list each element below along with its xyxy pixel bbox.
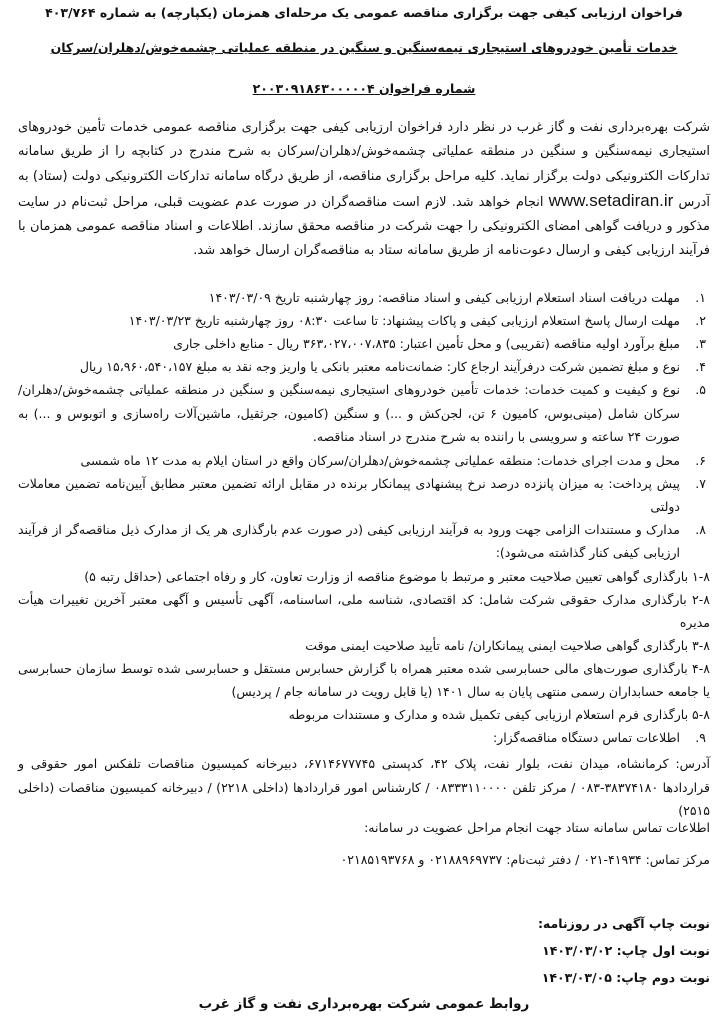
call-number: شماره فراخوان ۲۰۰۳۰۹۱۸۶۳۰۰۰۰۰۴	[252, 81, 476, 96]
sub-item: ۳-۸ بارگذاری گواهی صلاحیت ایمنی پیمانکاران/ نامه تأیید صلاحیت ایمنی موقت	[305, 637, 710, 653]
list-item	[18, 378, 710, 449]
setad-contact-heading: اطلاعات تماس سامانه ستاد جهت انجام مراحل عضویت در سامانه:	[364, 820, 710, 835]
list-item	[18, 309, 710, 332]
sub-item: ۱-۸ بارگذاری گواهی تعیین صلاحیت معتبر و مرتبط با موضوع مناقصه از وزارت تعاون، کار و رفاه اجتماعی (حداقل رتبه ۵)	[84, 568, 710, 584]
item-number: ۴.	[695, 359, 706, 374]
list-item	[18, 726, 710, 749]
item-text: مبلغ برآورد اولیه مناقصه (تقریبی) و محل تأمین اعتبار: ۳۶۳،۰۲۷،۰۰۷،۸۳۵ ریال - منابع داخلی جاری	[173, 336, 680, 351]
notice-subtitle: خدمات تأمین خودروهای استیجاری نیمه‌سنگین و سنگین در منطقه عملیاتی چشمه‌خوش/دهلران/سرکان	[50, 40, 678, 55]
item-text: پیش پرداخت: به میزان پانزده درصد نرخ پیشنهادی پیمانکار برنده در مقابل ارائه تضمین معتبر مطابق آیین‌نامه تضمین معاملات دولتی	[18, 475, 680, 514]
setad-contact-numbers: مرکز تماس: ۴۱۹۳۴-۰۲۱ / دفتر ثبت‌نام: ۰۲۱۸۸۹۶۹۷۳۷ و ۰۲۱۸۵۱۹۳۷۶۸	[340, 852, 710, 867]
item-text: مدارک و مستندات الزامی جهت ورود به فرآیند ارزیابی کیفی (در صورت عدم بارگذاری هر یک از مدارک ذیل مناقصه‌گر از فرآیند ارزیابی کیفی کنار گذاشته می‌شود):	[18, 521, 680, 560]
item-text: محل و مدت اجرای خدمات: منطقه عملیاتی چشمه‌خوش/دهلران/سرکان واقع در استان ایلام به مدت ۱۲ ماه شمسی	[80, 452, 680, 468]
notice-title: فراخوان ارزیابی کیفی جهت برگزاری مناقصه عمومی یک مرحله‌ای همزمان (یکپارچه) به شماره ۴۰۳/۷۶۴	[45, 5, 683, 20]
sub-item: ۲-۸ بارگذاری مدارک حقوقی شرکت شامل: کد اقتصادی، شناسه ملی، اساسنامه، آگهی تأسیس و آگهی معتبر آخرین تغییرات هیأت مدیره	[18, 591, 710, 630]
item-number: ۲.	[695, 313, 706, 328]
item-number: ۸.	[695, 521, 706, 537]
item-text: نوع و کیفیت و کمیت خدمات: خدمات تأمین خودروهای استیجاری نیمه‌سنگین و سنگین در منطقه عملیاتی چشمه‌خوش/دهلران/سرکان شامل (مینی‌بوس، کامیون ۶ تن، لجن‌کش و ...) و سنگین (کامیون، جرثقیل، ماشین‌آلات راه‌سازی و اتوبوس و ...) به صورت ۲۴ ساعته و سرویسی با راننده به شرح مندرج در اسناد مناقصه.	[18, 382, 681, 444]
item-number: ۹.	[695, 729, 706, 745]
intro-text-part1: شرکت بهره‌برداری نفت و گاز غرب در نظر دارد فراخوان ارزیابی کیفی جهت برگزاری مناقصه عمومی خدمات تأمین خودروهای استیجاری نیمه‌سنگین و سنگین در منطقه عملیاتی چشمه‌خوش/دهلران/سرکان به شرح مندرج در کتابچه را از طریق سامانه تدارکات الکترونیکی دولت برگزار نماید. کلیه مراحل برگزاری مناقصه، از طریق درگاه سامانه تدارکات الکترونیکی دولت (ستاد) به آدرس	[18, 120, 710, 210]
item-text: نوع و مبلغ تضمین شرکت درفرآیند ارجاع کار: ضمانت‌نامه معتبر بانکی یا واریز وجه نقد به مبلغ ۱۵،۹۶۰،۵۴۰،۱۵۷ ریال	[79, 359, 680, 374]
setad-url-link[interactable]: www.setadiran.ir	[548, 190, 674, 210]
contact-address: آدرس: کرمانشاه، میدان نفت، بلوار نفت، پلاک ۴۲، کدپستی ۶۷۱۴۶۷۷۷۴۵، دبیرخانه کمیسیون مناقصات تلفکس امور حقوقی و قراردادها ۳۸۳۷۴۱۸۰-۰۸۳ / مرکز تلفن ۰۸۳۳۳۱۱۰۰۰۰ / کارشناس امور قراردادها (داخلی ۲۲۱۸) / دبیرخانه کمیسیون مناقصات (داخلی ۲۵۱۵)	[18, 756, 710, 818]
list-item	[18, 286, 710, 309]
sub-item: ۵-۸ بارگذاری فرم استعلام ارزیابی کیفی تکمیل شده و مدارک و مستندات مربوطه	[288, 706, 710, 722]
item-number: ۷.	[695, 475, 706, 491]
item-text: مهلت دریافت اسناد استعلام ارزیابی کیفی و اسناد مناقصه: روز چهارشنبه تاریخ ۱۴۰۳/۰۳/۰۹	[208, 290, 680, 305]
conditions-list	[18, 286, 710, 749]
item-text: اطلاعات تماس دستگاه مناقصه‌گزار:	[492, 729, 680, 745]
list-item	[18, 332, 710, 355]
footer-signature: روابط عمومی شرکت بهره‌برداری نفت و گاز غرب	[198, 996, 530, 1012]
item-number: ۳.	[695, 336, 706, 351]
second-print-date: نوبت دوم چاپ: ۱۴۰۳/۰۳/۰۵	[541, 970, 710, 985]
intro-text-part2: انجام خواهد شد. لازم است مناقصه‌گران در صورت عدم عضویت قبلی، مراحل ثبت‌نام در سایت مذکور و دریافت گواهی امضای الکترونیکی را جهت شرکت در مناقصه محقق سازند. اطلاعات و اسناد مناقصه عمومی همزمان با فرآیند ارزیابی کیفی و ارسال دعوت‌نامه از طریق سامانه ستاد به مناقصه‌گران ارسال خواهد شد.	[18, 194, 710, 259]
item-number: ۶.	[695, 452, 706, 468]
item-number: ۱.	[695, 290, 706, 305]
list-item	[18, 355, 710, 378]
list-item	[18, 449, 710, 472]
first-print-date: نوبت اول چاپ: ۱۴۰۳/۰۳/۰۲	[542, 943, 710, 958]
print-schedule-heading: نوبت چاپ آگهی در روزنامه:	[537, 916, 710, 931]
print-schedule	[18, 910, 710, 991]
list-item	[18, 518, 710, 565]
sub-item: ۴-۸ بارگذاری صورت‌های مالی حسابرسی شده معتبر همراه با گزارش حسابرس مستقل و حسابرسی شده توسط سازمان حسابرسی یا جامعه حسابداران رسمی منتهی پایان به سال ۱۴۰۱ (یا قابل رویت در سامانه جام / پردیس)	[18, 660, 710, 699]
intro-paragraph	[18, 116, 710, 264]
list-item	[18, 472, 710, 518]
item-number: ۵.	[695, 382, 706, 397]
item-text: مهلت ارسال پاسخ استعلام ارزیابی کیفی و پاکات پیشنهاد: تا ساعت ۰۸:۳۰ روز چهارشنبه تاریخ ۱۴۰۳/۰۳/۲۳	[128, 313, 680, 328]
